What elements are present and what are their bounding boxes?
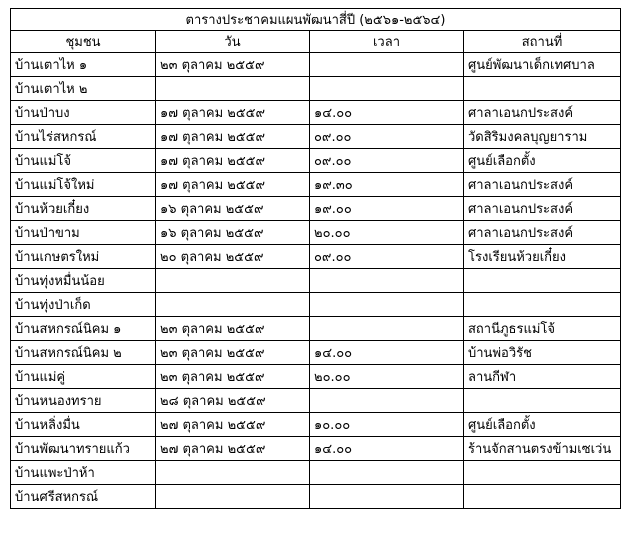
place-cell: บ้านพ่อวิรัช [464, 341, 621, 365]
time-cell [310, 485, 464, 509]
date-cell: ๒๓ ตุลาคม ๒๕๕๙ [156, 365, 310, 389]
table-row [11, 221, 621, 245]
table-row [11, 101, 621, 125]
community-cell: บ้านแพะป่าห้า [11, 461, 156, 485]
table-row [11, 341, 621, 365]
time-cell: ๒๐.๐๐ [310, 221, 464, 245]
date-cell [156, 77, 310, 101]
time-cell [310, 389, 464, 413]
date-cell: ๒๓ ตุลาคม ๒๕๕๙ [156, 341, 310, 365]
time-cell: ๐๙.๐๐ [310, 245, 464, 269]
table-row [11, 389, 621, 413]
time-cell [310, 317, 464, 341]
time-cell: ๑๐.๐๐ [310, 413, 464, 437]
time-cell: ๐๙.๐๐ [310, 149, 464, 173]
place-cell [464, 485, 621, 509]
place-cell: ศาลาเอนกประสงค์ [464, 173, 621, 197]
place-cell [464, 389, 621, 413]
header-place: สถานที่ [464, 31, 621, 53]
community-cell: บ้านป่าขาม [11, 221, 156, 245]
time-cell [310, 53, 464, 77]
date-cell: ๑๖ ตุลาคม ๒๕๕๙ [156, 221, 310, 245]
community-cell: บ้านหลิ่งมื่น [11, 413, 156, 437]
table-row [11, 437, 621, 461]
header-time: เวลา [310, 31, 464, 53]
time-cell: ๑๔.๐๐ [310, 341, 464, 365]
table-row [11, 317, 621, 341]
place-cell: ศูนย์เลือกตั้ง [464, 149, 621, 173]
time-cell: ๑๙.๐๐ [310, 197, 464, 221]
time-cell: ๑๙.๓๐ [310, 173, 464, 197]
place-cell: ศูนย์เลือกตั้ง [464, 413, 621, 437]
community-cell: บ้านหนองทราย [11, 389, 156, 413]
place-cell: ร้านจักสานตรงข้ามเซเว่น [464, 437, 621, 461]
time-cell: ๑๔.๐๐ [310, 101, 464, 125]
table-body [11, 53, 621, 509]
table-row [11, 173, 621, 197]
table-row [11, 461, 621, 485]
date-cell [156, 269, 310, 293]
date-cell: ๒๗ ตุลาคม ๒๕๕๙ [156, 437, 310, 461]
table-title: ตารางประชาคมแผนพัฒนาสี่ปี (๒๕๖๑-๒๕๖๔) [11, 9, 621, 31]
table-row [11, 365, 621, 389]
place-cell: ศูนย์พัฒนาเด็กเทศบาล [464, 53, 621, 77]
date-cell: ๒๐ ตุลาคม ๒๕๕๙ [156, 245, 310, 269]
community-cell: บ้านแม่คู่ [11, 365, 156, 389]
community-cell: บ้านเตาไห ๑ [11, 53, 156, 77]
time-cell: ๐๙.๐๐ [310, 125, 464, 149]
header-row [11, 31, 621, 53]
title-row [11, 9, 621, 31]
header-date: วัน [156, 31, 310, 53]
table-row [11, 485, 621, 509]
table-row [11, 53, 621, 77]
community-cell: บ้านเกษตรใหม่ [11, 245, 156, 269]
date-cell: ๑๗ ตุลาคม ๒๕๕๙ [156, 173, 310, 197]
table-row [11, 197, 621, 221]
table-row [11, 125, 621, 149]
date-cell: ๑๗ ตุลาคม ๒๕๕๙ [156, 149, 310, 173]
time-cell: ๒๐.๐๐ [310, 365, 464, 389]
date-cell [156, 293, 310, 317]
community-cell: บ้านแม่โจ้ใหม่ [11, 173, 156, 197]
time-cell: ๑๔.๐๐ [310, 437, 464, 461]
community-cell: บ้านสหกรณ์นิคม ๒ [11, 341, 156, 365]
place-cell: โรงเรียนห้วยเกี๋ยง [464, 245, 621, 269]
date-cell: ๑๗ ตุลาคม ๒๕๕๙ [156, 125, 310, 149]
time-cell [310, 293, 464, 317]
date-cell: ๒๓ ตุลาคม ๒๕๕๙ [156, 53, 310, 77]
date-cell: ๒๓ ตุลาคม ๒๕๕๙ [156, 317, 310, 341]
community-cell: บ้านห้วยเกี๋ยง [11, 197, 156, 221]
place-cell: วัดสิริมงคลบุญยาราม [464, 125, 621, 149]
community-cell: บ้านทุ่งป่าเก็ด [11, 293, 156, 317]
time-cell [310, 461, 464, 485]
date-cell [156, 485, 310, 509]
time-cell [310, 269, 464, 293]
date-cell: ๒๘ ตุลาคม ๒๕๕๙ [156, 389, 310, 413]
community-cell: บ้านทุ่งหมื่นน้อย [11, 269, 156, 293]
place-cell [464, 269, 621, 293]
table-row [11, 149, 621, 173]
community-cell: บ้านสหกรณ์นิคม ๑ [11, 317, 156, 341]
header-community: ชุมชน [11, 31, 156, 53]
date-cell: ๑๗ ตุลาคม ๒๕๕๙ [156, 101, 310, 125]
date-cell: ๒๗ ตุลาคม ๒๕๕๙ [156, 413, 310, 437]
table-row [11, 77, 621, 101]
date-cell [156, 461, 310, 485]
place-cell: ศาลาเอนกประสงค์ [464, 197, 621, 221]
community-cell: บ้านไร่สหกรณ์ [11, 125, 156, 149]
place-cell [464, 461, 621, 485]
place-cell [464, 77, 621, 101]
place-cell [464, 293, 621, 317]
date-cell: ๑๖ ตุลาคม ๒๕๕๙ [156, 197, 310, 221]
place-cell: สถานีภูธรแม่โจ้ [464, 317, 621, 341]
community-cell: บ้านเตาไห ๒ [11, 77, 156, 101]
community-cell: บ้านแม่โจ้ [11, 149, 156, 173]
community-cell: บ้านพัฒนาทรายแก้ว [11, 437, 156, 461]
table-row [11, 269, 621, 293]
time-cell [310, 77, 464, 101]
table-row [11, 293, 621, 317]
table-row [11, 413, 621, 437]
table-row [11, 245, 621, 269]
community-cell: บ้านป่าบง [11, 101, 156, 125]
community-cell: บ้านศรีสหกรณ์ [11, 485, 156, 509]
schedule-table [10, 8, 621, 509]
place-cell: ลานกีฬา [464, 365, 621, 389]
place-cell: ศาลาเอนกประสงค์ [464, 101, 621, 125]
place-cell: ศาลาเอนกประสงค์ [464, 221, 621, 245]
